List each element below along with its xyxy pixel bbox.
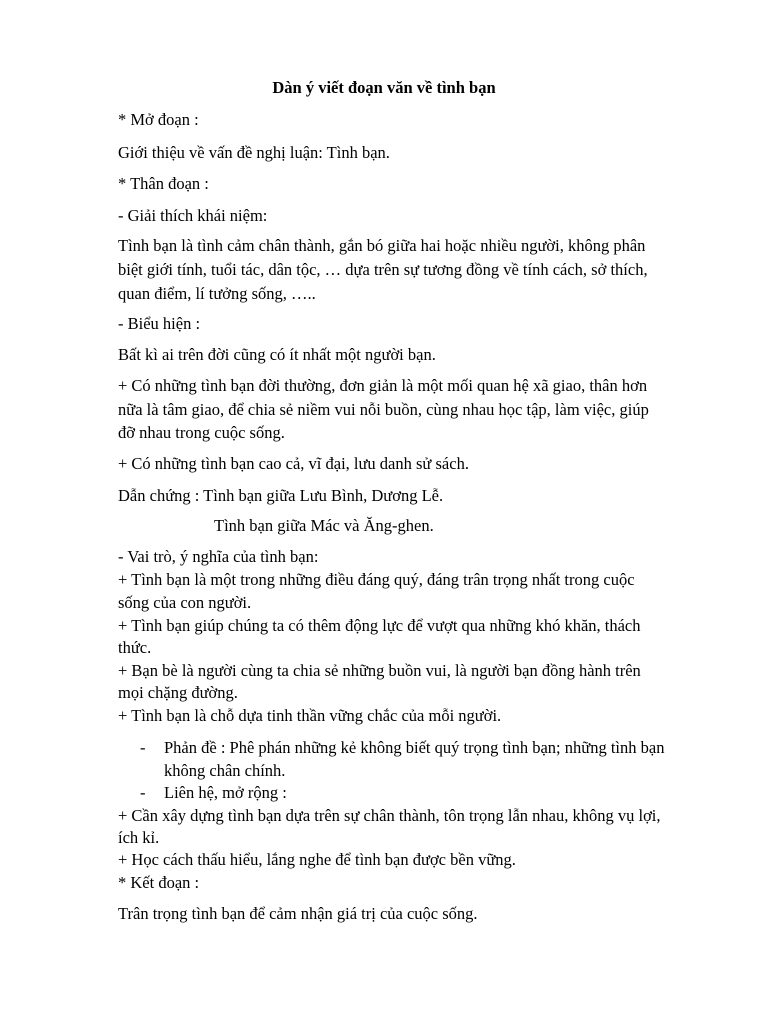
paragraph-line: + Học cách thấu hiểu, lắng nghe để tình bạn được bền vững. xyxy=(118,850,516,869)
paragraph-line: + Tình bạn là một trong những điều đáng quý, đáng trân trọng nhất trong cuộc xyxy=(118,570,635,589)
paragraph-line: Giới thiệu về vấn đề nghị luận: Tình bạn. xyxy=(118,143,390,162)
heading-conclusion: * Kết đoạn : xyxy=(118,873,200,892)
paragraph-line: + Có những tình bạn cao cả, vĩ đại, lưu danh sử sách. xyxy=(118,454,469,473)
bullet-item-continuation: không chân chính. xyxy=(164,761,286,780)
paragraph-line: Trân trọng tình bạn để cảm nhận giá trị của cuộc sống. xyxy=(118,904,478,923)
subheading-role: - Vai trò, ý nghĩa của tình bạn: xyxy=(118,547,319,566)
bullet-item-counterargument: Phản đề : Phê phán những kẻ không biết quý trọng tình bạn; những tình bạn xyxy=(164,738,665,757)
evidence-line: Dẫn chứng : Tình bạn giữa Lưu Bình, Dương Lễ. xyxy=(118,486,444,505)
bullet-marker: - xyxy=(140,783,146,802)
paragraph-line: Bất kì ai trên đời cũng có ít nhất một người bạn. xyxy=(118,345,436,364)
heading-intro: * Mở đoạn : xyxy=(118,110,199,129)
paragraph-line: + Bạn bè là người cùng ta chia sẻ những buồn vui, là người bạn đồng hành trên xyxy=(118,661,641,680)
evidence-line-indented: Tình bạn giữa Mác và Ăng-ghen. xyxy=(214,516,434,535)
paragraph-line: + Tình bạn giúp chúng ta có thêm động lực để vượt qua những khó khăn, thách xyxy=(118,616,641,635)
subheading-expression: - Biểu hiện : xyxy=(118,314,201,333)
paragraph-line: biệt giới tính, tuổi tác, dân tộc, … dựa trên sự tương đồng về tính cách, sở thích, xyxy=(118,260,648,279)
paragraph-line: + Cần xây dựng tình bạn dựa trên sự chân thành, tôn trọng lẫn nhau, không vụ lợi, xyxy=(118,806,661,825)
paragraph-line: + Tình bạn là chỗ dựa tinh thần vững chắc của mỗi người. xyxy=(118,706,502,725)
paragraph-line: mọi chặng đường. xyxy=(118,683,238,702)
document-title: Dàn ý viết đoạn văn về tình bạn xyxy=(272,78,496,97)
paragraph-line: quan điểm, lí tưởng sống, ….. xyxy=(118,284,316,303)
paragraph-line: + Có những tình bạn đời thường, đơn giản là một mối quan hệ xã giao, thân hơn xyxy=(118,376,648,395)
paragraph-line: nữa là tâm giao, để chia sẻ niềm vui nỗi buồn, cùng nhau học tập, làm việc, giúp xyxy=(118,400,649,419)
subheading-definition: - Giải thích khái niệm: xyxy=(118,206,268,225)
paragraph-line: sống của con người. xyxy=(118,593,252,612)
bullet-item-extension: Liên hệ, mở rộng : xyxy=(164,783,287,802)
heading-body: * Thân đoạn : xyxy=(118,174,209,193)
bullet-marker: - xyxy=(140,738,146,757)
paragraph-line: ích kỉ. xyxy=(118,828,160,847)
paragraph-line: thức. xyxy=(118,638,152,657)
paragraph-line: đỡ nhau trong cuộc sống. xyxy=(118,423,285,442)
paragraph-line: Tình bạn là tình cảm chân thành, gắn bó giữa hai hoặc nhiều người, không phân xyxy=(118,236,646,255)
